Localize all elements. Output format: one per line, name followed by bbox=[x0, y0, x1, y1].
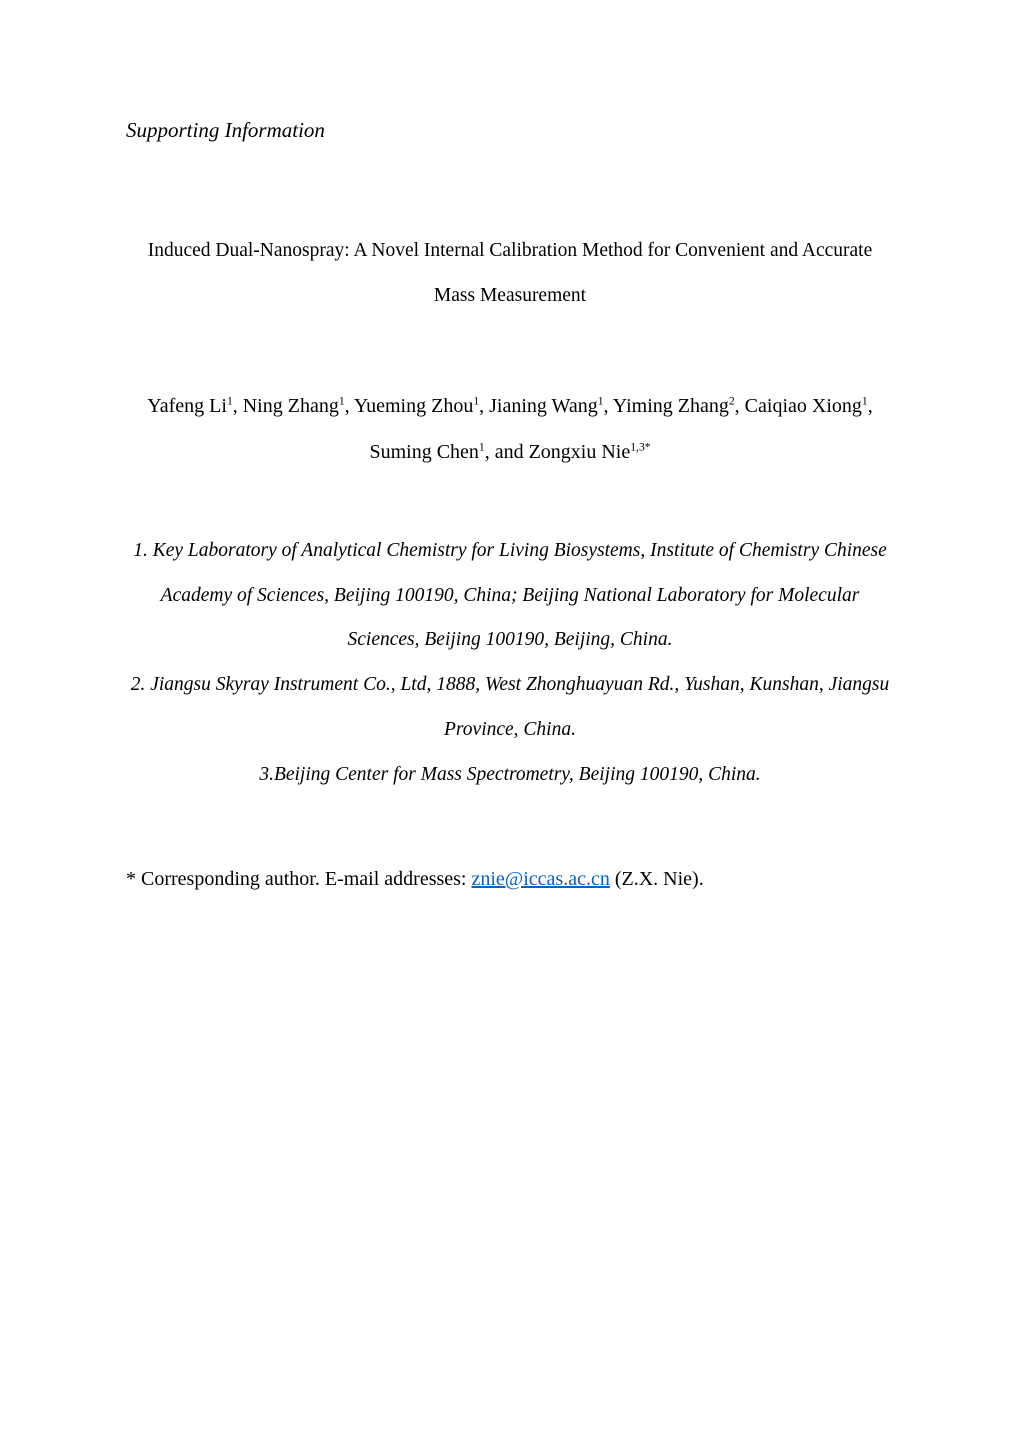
affiliation-item-1: 1. Key Laboratory of Analytical Chemistry for Living Biosystems, Institute of Chemistry Chinese Academy of Sciences, Beijing 100190, China; Beijing National Laboratory for Molecular Sciences, Beijing 100190, Beijing, China. bbox=[133, 539, 887, 651]
affiliations-list bbox=[126, 529, 894, 798]
author-name: Jianing Wang bbox=[489, 394, 598, 417]
author-name: Yafeng Li bbox=[147, 394, 227, 417]
author-affiliation-superscript: 1 bbox=[861, 394, 868, 408]
supporting-information-heading: Supporting Information bbox=[126, 118, 325, 142]
author-name: Yueming Zhou bbox=[353, 394, 474, 417]
author-name: Suming Chen bbox=[369, 440, 479, 463]
author-affiliation-superscript: 1,3* bbox=[630, 440, 651, 454]
author-affiliation-superscript: 2 bbox=[728, 394, 735, 408]
author-name: Yiming Zhang bbox=[612, 394, 729, 417]
paper-title: Induced Dual-Nanospray: A Novel Internal Calibration Method for Convenient and Accurate Mass Measurement bbox=[147, 240, 873, 306]
author-separator: , bbox=[734, 394, 745, 417]
author-separator: , bbox=[479, 394, 490, 417]
author-affiliation-superscript: 1 bbox=[473, 394, 480, 408]
author-separator: , bbox=[867, 394, 873, 417]
corresponding-author-note bbox=[126, 856, 894, 902]
affiliation-item-2: 2. Jiangsu Skyray Instrument Co., Ltd, 1888, West Zhonghuayuan Rd., Yushan, Kunshan, Jiangsu Province, China. bbox=[130, 674, 890, 741]
author-affiliation-superscript: 1 bbox=[226, 394, 233, 408]
author-affiliation-superscript: 1 bbox=[478, 440, 485, 454]
author-separator: , and bbox=[484, 440, 529, 463]
author-affiliation-superscript: 1 bbox=[338, 394, 345, 408]
authors-line bbox=[126, 383, 894, 475]
email-link[interactable]: znie@iccas.ac.cn bbox=[471, 867, 610, 890]
corresponding-author-suffix: (Z.X. Nie). bbox=[609, 867, 704, 890]
author-affiliation-superscript: 1 bbox=[597, 394, 604, 408]
author-name: Ning Zhang bbox=[242, 394, 339, 417]
author-separator: , bbox=[603, 394, 613, 417]
author-name: Caiqiao Xiong bbox=[744, 394, 862, 417]
author-separator: , bbox=[232, 394, 243, 417]
corresponding-author-prefix: * Corresponding author. E-mail addresses: bbox=[126, 867, 472, 890]
author-name: Zongxiu Nie bbox=[528, 440, 631, 463]
author-separator: , bbox=[344, 394, 354, 417]
affiliation-item-3: 3.Beijing Center for Mass Spectrometry, Beijing 100190, China. bbox=[259, 763, 761, 785]
